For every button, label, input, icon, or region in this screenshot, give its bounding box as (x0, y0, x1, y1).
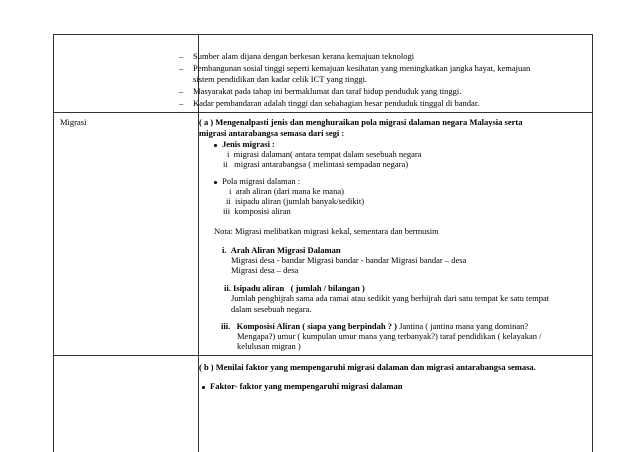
list-item-text: Kadar pembandaran adalah tinggi dan sebahagian besar penduduk tinggal di bandar. (193, 97, 480, 108)
pola-item (223, 206, 291, 217)
item-text: isipadu aliran (jumlah banyak/sedikit) (234, 196, 365, 206)
isipadu-title-text: Isipadu aliran (232, 283, 285, 293)
table-top-border (53, 34, 593, 35)
item-number: i (229, 186, 232, 196)
top-dash-list (179, 51, 534, 108)
item-text: migrasi antarabangsa ( melintasi sempadan negara) (234, 159, 409, 169)
komposisi-text: Jantina ( jantina mana yang dominan? (399, 321, 529, 331)
jenis-item (223, 159, 408, 170)
bullet-icon (214, 144, 217, 147)
item-number: iii (223, 206, 231, 216)
komposisi-title-text: Komposisi Aliran (236, 321, 301, 331)
pola-label-text: Pola migrasi dalaman : (222, 176, 301, 186)
komposisi-suffix: ( siapa yang berpindah ? ) (302, 321, 397, 331)
list-item-text: Sumber alam dijana dengan berkesan kerana kemajuan teknologi (193, 51, 415, 61)
dash-marker: – (179, 85, 184, 96)
item-number: ii (223, 159, 228, 169)
komposisi-line: Mengapa?) umur ( kumpulan umur mana yang terbanyak?) taraf pendidikan ( kelayakan / (237, 331, 542, 341)
isipadu-suffix: ( jumlah / bilangan ) (290, 283, 365, 293)
bullet-icon (202, 386, 205, 389)
isipadu-text: Jumlah penghijrah sama ada ramai atau sedikit yang berhijrah dari satu tempat ke satu tempat dalam sesebuah negara. (231, 293, 550, 314)
item-text: migrasi dalaman( antara tempat dalam sesebuah negara (233, 149, 422, 159)
dash-marker: – (179, 51, 184, 61)
list-item (179, 98, 534, 109)
section-a-heading: ( a ) Mengenalpasti jenis dan menghuraikan pola migrasi dalaman negara Malaysia serta migrasi antarabangsa semasa dari segi : (199, 117, 523, 138)
list-item (179, 51, 534, 62)
item-text: komposisi aliran (234, 206, 291, 216)
item-text: arah aliran (dari mana ke mana) (235, 186, 344, 196)
item-number: ii. (224, 283, 231, 293)
komposisi-line: kelulusan migran ) (237, 341, 301, 351)
table-right-border (592, 34, 593, 452)
list-item (179, 86, 534, 97)
nota-text: Nota: Migrasi melibatkan migrasi kekal, sementara dan bermusim (214, 226, 439, 236)
item-number: i (227, 149, 230, 159)
faktor-bullet (202, 381, 402, 392)
dash-marker: – (179, 62, 184, 73)
list-item-text: Masyarakat pada tahap ini bermaklumat dan taraf hidup penduduk yang tinggi. (193, 85, 462, 96)
row-divider-1 (53, 112, 593, 113)
bullet-icon (214, 181, 217, 184)
item-number: iii. (221, 321, 231, 331)
row-label-migrasi: Migrasi (60, 117, 87, 127)
arah-title-text: Arah Aliran Migrasi Dalaman (230, 245, 341, 255)
list-item-text: Pembangunan sosial tinggi seperti kemajuan kesihatan yang meningkatkan jangka hayat, kemajuan sistem pendidikan dan kadar celik ICT yang tinggi. (193, 62, 531, 84)
table-left-border (53, 34, 54, 452)
item-number: i. (222, 245, 227, 255)
arah-aliran-line: Migrasi desa – desa (231, 265, 299, 275)
dash-marker: – (179, 97, 184, 108)
faktor-text: Faktor- faktor yang mempengaruhi migrasi dalaman (210, 381, 403, 391)
jenis-label-text: Jenis migrasi : (222, 139, 275, 149)
arah-aliran-line: Migrasi desa - bandar Migrasi bandar - bandar Migrasi bandar – desa (231, 255, 467, 265)
item-number: ii (226, 196, 231, 206)
list-item (179, 63, 534, 85)
section-b-heading: ( b ) Menilai faktor yang mempengaruhi migrasi dalaman dan migrasi antarabangsa semasa. (199, 362, 536, 372)
row-divider-2 (53, 355, 593, 356)
